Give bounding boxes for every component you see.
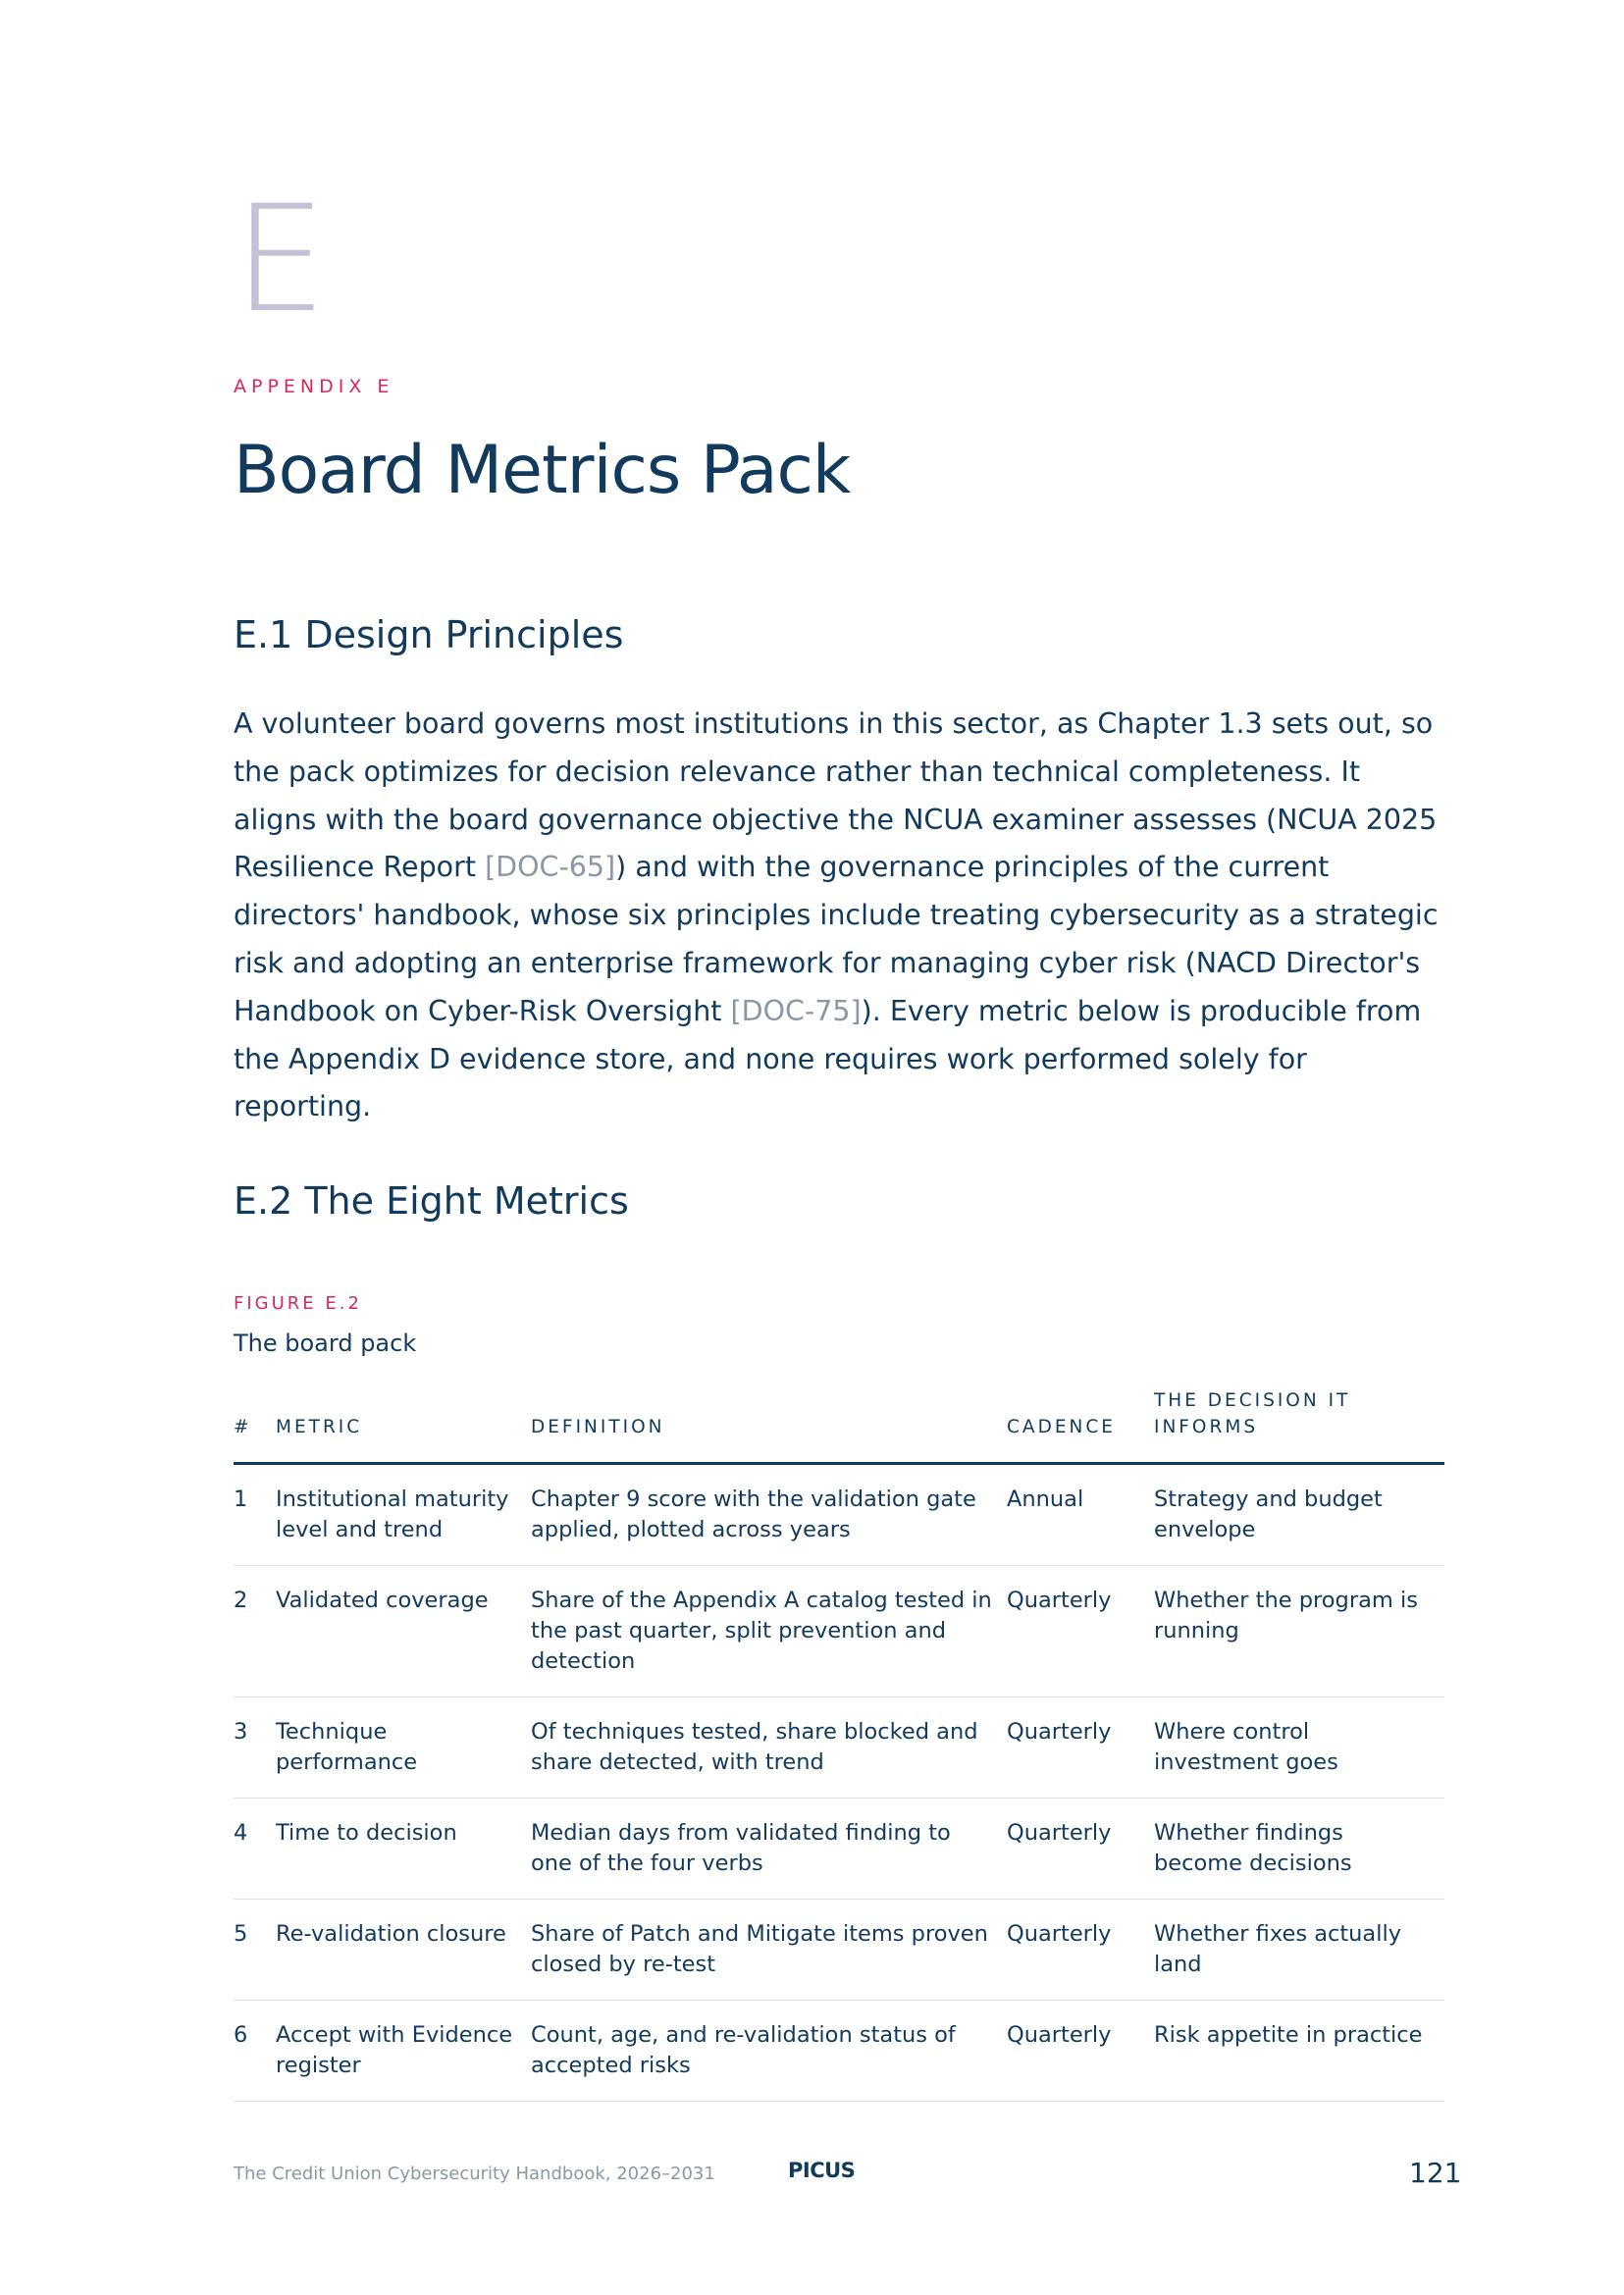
- table-row: [234, 2001, 1444, 2102]
- metric-cell: Technique performance: [276, 1697, 531, 1799]
- metric-cell: Validated coverage: [276, 1566, 531, 1697]
- doc-reference: [DOC-75]: [730, 994, 862, 1027]
- metrics-table: [234, 1387, 1444, 2102]
- page-number: 121: [1409, 2157, 1462, 2189]
- paragraph-text: ). Every metric below is producible from the Appendix D evidence store, and none requires work performed solely for reporting.: [234, 994, 1422, 1123]
- decision-cell: Whether fixes actually land: [1154, 1900, 1444, 2001]
- row-number: 5: [234, 1900, 276, 2001]
- definition-cell: Median days from validated finding to one of the four verbs: [531, 1799, 1007, 1900]
- footer-book-title: The Credit Union Cybersecurity Handbook, 2026–2031: [234, 2164, 715, 2184]
- appendix-eyebrow: APPENDIX E: [234, 376, 394, 397]
- table-row: [234, 1900, 1444, 2001]
- definition-cell: Count, age, and re-validation status of accepted risks: [531, 2001, 1007, 2102]
- row-number: 3: [234, 1697, 276, 1799]
- paragraph-text: A volunteer board governs most institutions in this sector, as Chapter 1.3 sets out, so the pack optimizes for decision relevance rather than technical completeness. It aligns with the board governance objective the NCUA examiner assesses (NCUA 2025 Resilience Report: [234, 707, 1438, 884]
- row-number: 1: [234, 1464, 276, 1566]
- figure-label: FIGURE E.2: [234, 1293, 362, 1314]
- metric-cell: Re-validation closure: [276, 1900, 531, 2001]
- table-header-row: [234, 1387, 1444, 1464]
- row-number: 2: [234, 1566, 276, 1697]
- row-number: 6: [234, 2001, 276, 2102]
- table-row: [234, 1464, 1444, 1566]
- decision-cell: Whether findings become decisions: [1154, 1799, 1444, 1900]
- metric-cell: Institutional maturity level and trend: [276, 1464, 531, 1566]
- cadence-cell: Quarterly: [1007, 1900, 1154, 2001]
- cadence-cell: Quarterly: [1007, 2001, 1154, 2102]
- decision-cell: Strategy and budget envelope: [1154, 1464, 1444, 1566]
- paragraph-text: ) and with the governance principles of the current directors' handbook, whose six principles include treating cybersecurity as a strategic risk and adopting an enterprise framework for managing cyber risk (NACD Director's Handbook on Cyber-Risk Oversight: [234, 851, 1439, 1027]
- doc-reference: [DOC-65]: [485, 851, 616, 884]
- column-header-metric: METRIC: [276, 1387, 531, 1464]
- cadence-cell: Quarterly: [1007, 1697, 1154, 1799]
- metric-cell: Time to decision: [276, 1799, 531, 1900]
- table-row: [234, 1566, 1444, 1697]
- decision-cell: Risk appetite in practice: [1154, 2001, 1444, 2102]
- column-header-definition: DEFINITION: [531, 1387, 1007, 1464]
- table-row: [234, 1697, 1444, 1799]
- cadence-cell: Quarterly: [1007, 1566, 1154, 1697]
- column-header-decision: THE DECISION IT INFORMS: [1154, 1387, 1444, 1464]
- definition-cell: Share of Patch and Mitigate items proven closed by re-test: [531, 1900, 1007, 2001]
- cadence-cell: Annual: [1007, 1464, 1154, 1566]
- decision-cell: Where control investment goes: [1154, 1697, 1444, 1799]
- column-header-cadence: CADENCE: [1007, 1387, 1154, 1464]
- definition-cell: Chapter 9 score with the validation gate applied, plotted across years: [531, 1464, 1007, 1566]
- decision-cell: Whether the program is running: [1154, 1566, 1444, 1697]
- design-principles-paragraph: [234, 701, 1450, 1131]
- column-header-number: #: [234, 1387, 276, 1464]
- picus-logo: PICUS: [788, 2159, 856, 2182]
- figure-caption: The board pack: [234, 1330, 417, 1357]
- section-heading-design-principles: E.1 Design Principles: [234, 613, 624, 656]
- row-number: 4: [234, 1799, 276, 1900]
- metric-cell: Accept with Evidence register: [276, 2001, 531, 2102]
- section-heading-eight-metrics: E.2 The Eight Metrics: [234, 1179, 629, 1223]
- definition-cell: Of techniques tested, share blocked and share detected, with trend: [531, 1697, 1007, 1799]
- definition-cell: Share of the Appendix A catalog tested in the past quarter, split prevention and detection: [531, 1566, 1007, 1697]
- page-title: Board Metrics Pack: [234, 432, 851, 509]
- table-row: [234, 1799, 1444, 1900]
- cadence-cell: Quarterly: [1007, 1799, 1154, 1900]
- appendix-letter: E: [234, 175, 327, 345]
